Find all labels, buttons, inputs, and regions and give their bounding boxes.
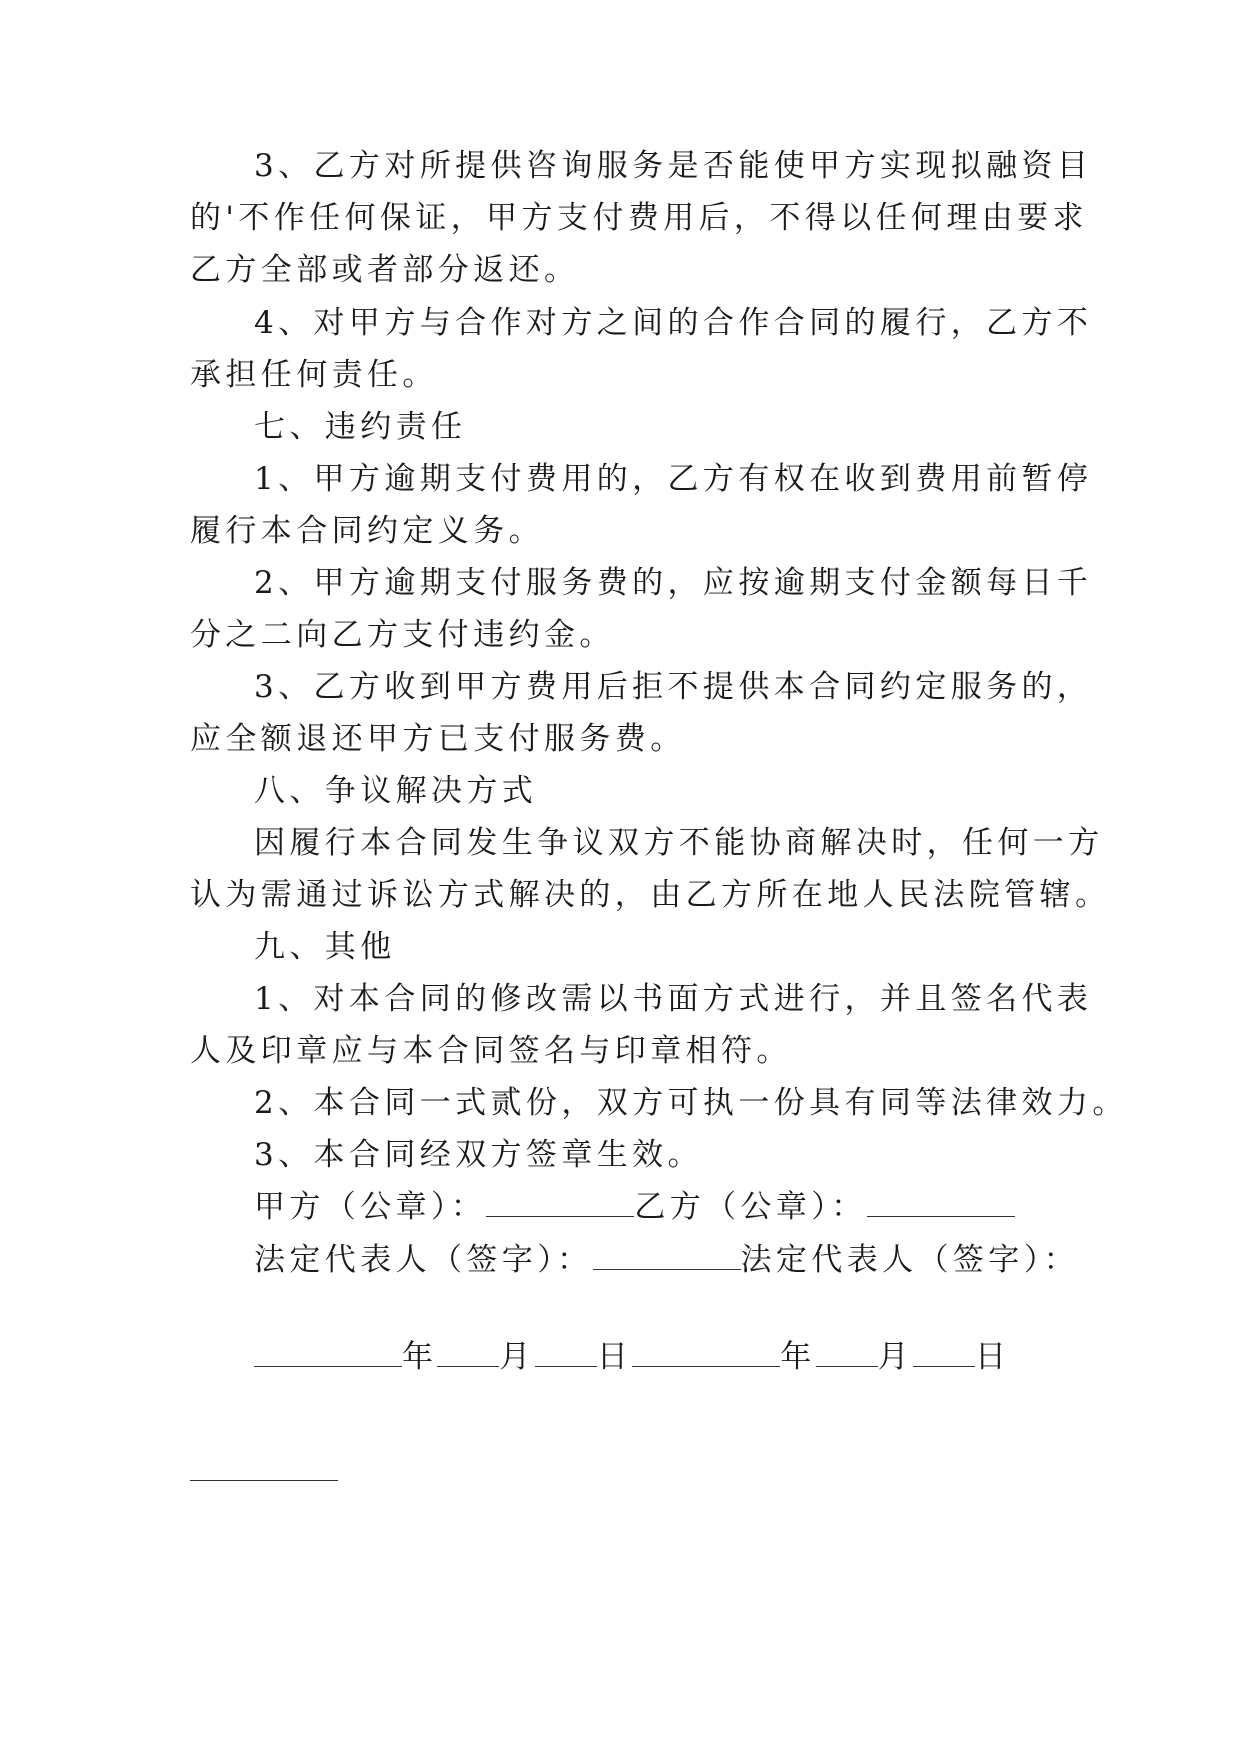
party-a-day-blank (535, 1340, 597, 1367)
section-8-heading: 八、争议解决方式 (254, 773, 538, 809)
party-a-seal-label: 甲方（公章）： (254, 1189, 487, 1225)
clause-9-3: 3、本合同经双方签章生效。 (254, 1137, 703, 1173)
year-label-b: 年 (780, 1339, 816, 1375)
party-a-year-blank (254, 1340, 402, 1367)
party-b-day-blank (913, 1340, 975, 1367)
clause-7-3-line-1: 3、乙方收到甲方费用后拒不提供本合同约定服务的， (254, 669, 1093, 705)
clause-7-2-line-1: 2、甲方逾期支付服务费的，应按逾期支付金额每日千 (254, 565, 1093, 601)
date-line (254, 1337, 1010, 1377)
clause-9-1-line-2: 人及印章应与本合同签名与印章相符。 (190, 1033, 792, 1069)
party-b-rep-label: 法定代表人（签字）： (740, 1242, 1079, 1278)
day-label-b: 日 (975, 1339, 1011, 1375)
clause-7-3-line-2: 应全额退还甲方已支付服务费。 (190, 721, 686, 757)
section-9-heading: 九、其他 (254, 929, 396, 965)
day-label-a: 日 (596, 1339, 633, 1375)
party-a-month-blank (437, 1340, 499, 1367)
month-label-a: 月 (499, 1339, 535, 1375)
clause-8-line-1: 因履行本合同发生争议双方不能协商解决时，任何一方 (254, 825, 1104, 861)
year-label-a: 年 (402, 1339, 438, 1375)
party-a-rep-label: 法定代表人（签字）： (254, 1242, 593, 1278)
clause-8-line-2: 认为需通过诉讼方式解决的，由乙方所在地人民法院管辖。 (190, 877, 1111, 913)
clause-6-4-line-2: 承担任何责任。 (190, 357, 438, 393)
party-a-seal-blank (486, 1190, 634, 1217)
clause-6-3-line-2: 的'不作任何保证，甲方支付费用后，不得以任何理由要求 (190, 200, 1088, 236)
representative-line (254, 1240, 1079, 1280)
clause-6-3-line-3: 乙方全部或者部分返还。 (190, 252, 580, 288)
party-a-rep-blank (593, 1243, 741, 1270)
clause-9-1-line-1: 1、对本合同的修改需以书面方式进行，并且签名代表 (254, 981, 1093, 1017)
clause-7-1-line-1: 1、甲方逾期支付费用的，乙方有权在收到费用前暂停 (254, 461, 1093, 497)
party-b-seal-label: 乙方（公章）： (634, 1189, 867, 1225)
party-b-year-blank (632, 1340, 780, 1367)
month-label-b: 月 (877, 1339, 914, 1375)
clause-7-1-line-2: 履行本合同约定义务。 (190, 513, 544, 549)
party-b-rep-blank (190, 1480, 338, 1481)
party-b-seal-blank (867, 1190, 1015, 1217)
clause-6-3-line-1: 3、乙方对所提供咨询服务是否能使甲方实现拟融资目 (254, 148, 1093, 184)
clause-9-2: 2、本合同一式贰份，双方可执一份具有同等法律效力。 (254, 1085, 1128, 1121)
clause-7-2-line-2: 分之二向乙方支付违约金。 (190, 617, 615, 653)
section-7-heading: 七、违约责任 (254, 409, 467, 445)
seal-line (254, 1187, 1015, 1227)
party-b-month-blank (816, 1340, 878, 1367)
clause-6-4-line-1: 4、对甲方与合作对方之间的合作合同的履行，乙方不 (254, 305, 1093, 341)
